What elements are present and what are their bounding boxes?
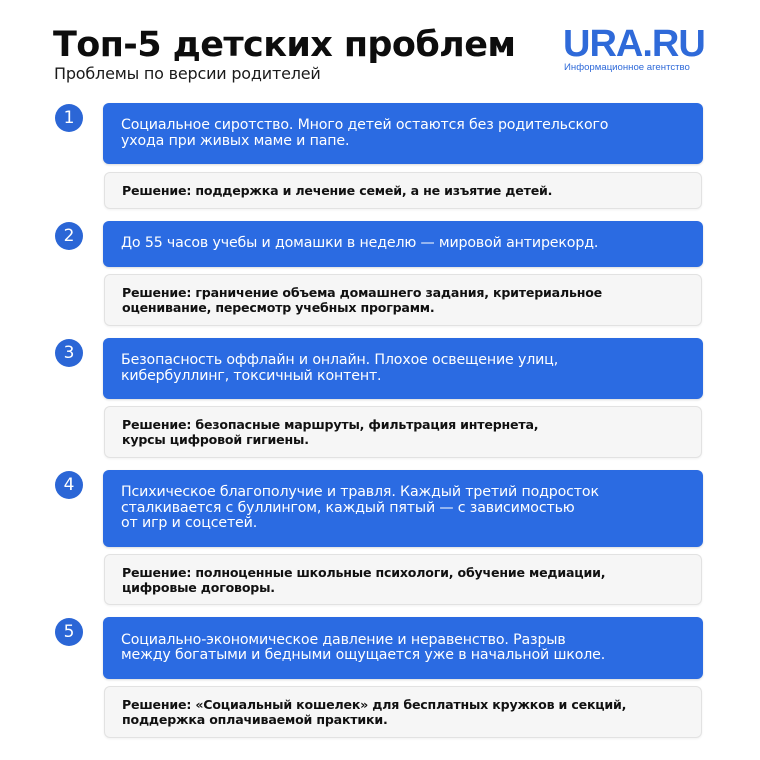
logo-tagline: Информационное агентство [564, 62, 690, 73]
ura-ru-logo [563, 23, 709, 73]
solution-card [104, 686, 702, 738]
logo-wordmark: URA.RU [563, 23, 705, 65]
solution-card [104, 554, 702, 605]
solution-text: Решение: «Социальный кошелек» для бесплатных кружков и секций, поддержка оплачиваемой практики. [122, 697, 627, 727]
problem-text: До 55 часов учебы и домашки в неделю — мировой антирекорд. [121, 235, 599, 252]
item-number-badge: 5 [55, 618, 83, 646]
item-number-badge: 1 [55, 104, 83, 132]
problem-card [103, 617, 703, 679]
problem-card [103, 221, 703, 267]
solution-text: Решение: поддержка и лечение семей, а не изъятие детей. [122, 183, 553, 198]
problem-card [103, 103, 703, 164]
problem-text: Социальное сиротство. Много детей остаются без родительского ухода при живых маме и папе. [121, 117, 609, 149]
page-subtitle: Проблемы по версии родителей [54, 64, 321, 83]
item-number-badge: 4 [55, 471, 83, 499]
solution-text: Решение: полноценные школьные психологи, обучение медиации, цифровые договоры. [122, 564, 606, 595]
problem-card [103, 338, 703, 399]
problem-text: Безопасность оффлайн и онлайн. Плохое освещение улиц, кибербуллинг, токсичный контент. [121, 352, 559, 384]
solution-text: Решение: граничение объема домашнего задания, критериальное оценивание, пересмотр учебных программ. [122, 285, 603, 315]
item-number-badge: 3 [55, 339, 83, 367]
solution-text: Решение: безопасные маршруты, фильтрация интернета, курсы цифровой гигиены. [122, 417, 539, 447]
item-number-badge: 2 [55, 222, 83, 250]
problem-card [103, 470, 703, 547]
solution-card [104, 274, 702, 326]
problem-text: Психическое благополучие и травля. Каждый третий подросток сталкивается с буллингом, каждый пятый — с зависимостью от игр и соцсетей. [121, 484, 599, 532]
problem-text: Социально-экономическое давление и неравенство. Разрыв между богатыми и бедными ощущается уже в начальной школе. [121, 631, 606, 663]
solution-card [104, 406, 702, 458]
page-title: Топ-5 детских проблем [53, 25, 516, 65]
solution-card [104, 172, 702, 209]
